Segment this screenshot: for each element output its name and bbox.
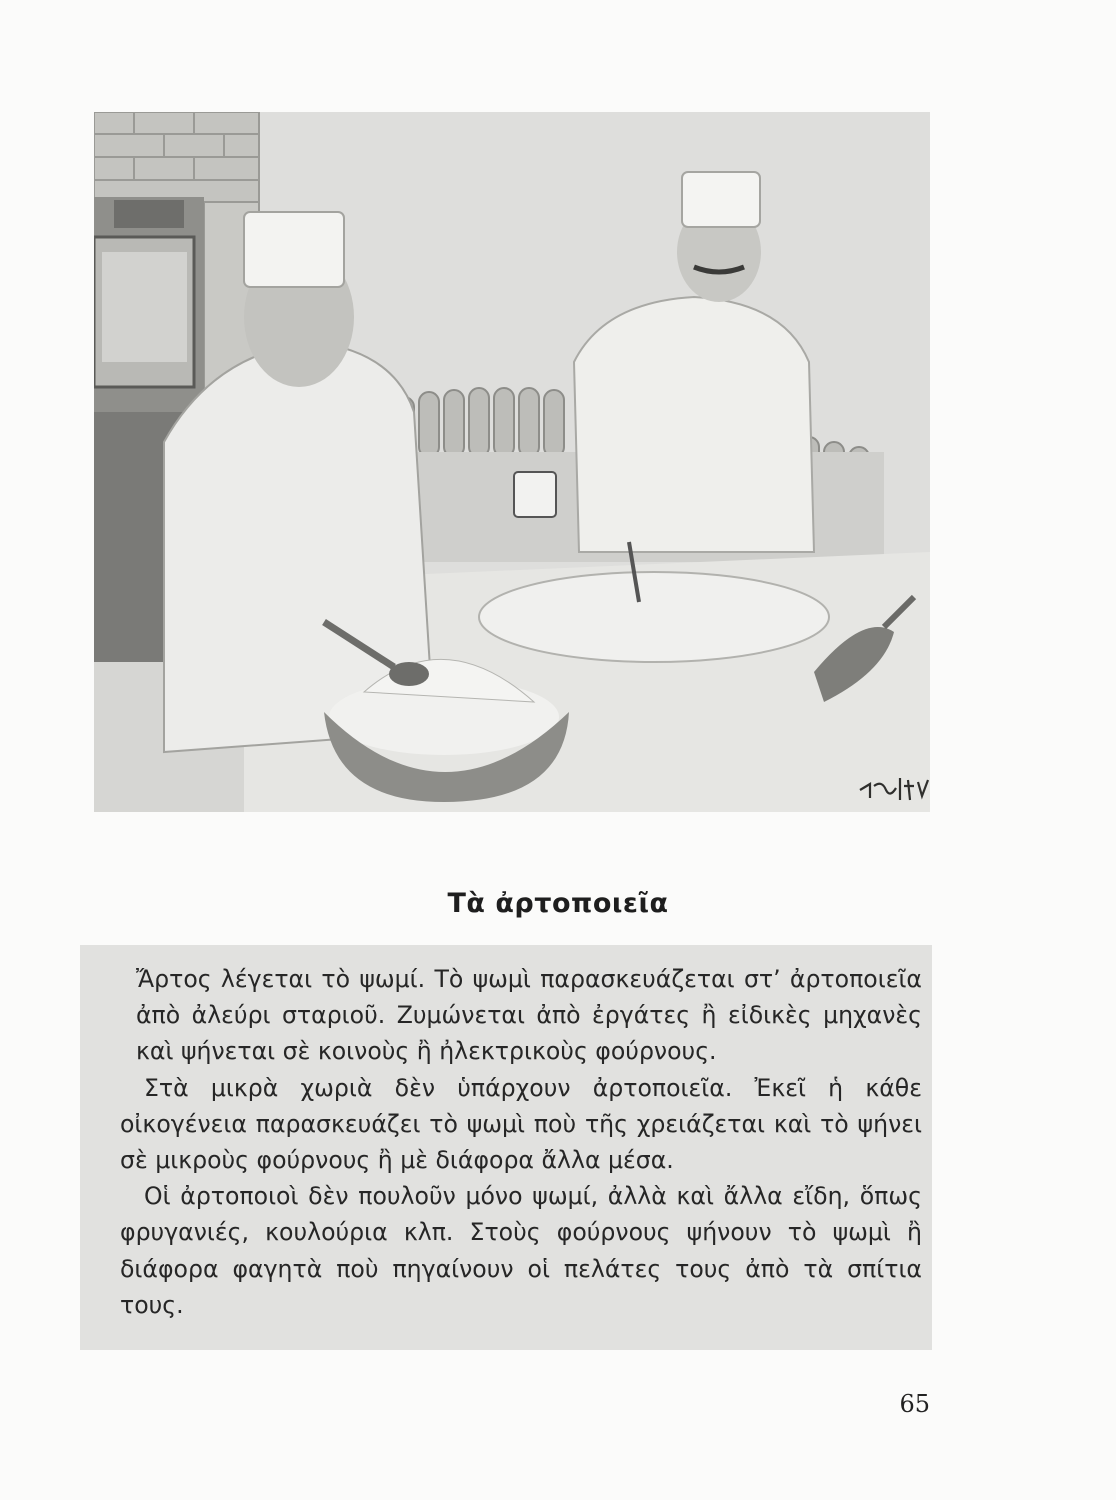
- page-number: 65: [899, 1390, 930, 1418]
- page-title: Τὰ ἀρτοποιεῖα: [447, 888, 669, 919]
- artist-signature: [856, 772, 936, 806]
- text-panel: [80, 945, 932, 1350]
- paragraph: [80, 1070, 932, 1179]
- paragraph: [80, 1178, 932, 1323]
- paragraph-text: Στὰ μικρὰ χωριὰ δὲν ὑπάρχουν ἀρτοποιεῖα. Ἐκεῖ ἡ κάθε οἰκογένεια παρασκευάζει τὸ ψωμὶ ποὺ τῆς χρειάζεται καὶ τὸ ψήνει σὲ μικροὺς φούρνους ἢ μὲ διάφορα ἄλλα μέσα.: [120, 1073, 922, 1175]
- bakery-illustration: [94, 112, 930, 812]
- paragraph: Ἄρτος λέγεται τὸ ψωμί. Τὸ ψωμὶ παρασκευάζεται στ’ ἀρτοποιεῖα ἀπὸ ἀλεύρι σταριοῦ. Ζυμώνεται ἀπὸ ἐργάτες ἢ εἰδικὲς μηχανὲς καὶ ψήνεται σὲ κοινοὺς ἢ ἠλεκτρικοὺς φούρνους.: [136, 965, 922, 1066]
- paragraph-text: Οἱ ἀρτοποιοὶ δὲν πουλοῦν μόνο ψωμί, ἀλλὰ καὶ ἄλλα εἴδη, ὅπως φρυγανιές, κουλούρια κλπ. Στοὺς φούρνους ψήνουν τὸ ψωμὶ ἢ διάφορα φαγητὰ ποὺ πηγαίνουν οἱ πελάτες τους ἀπὸ τὰ σπίτια τους.: [120, 1182, 922, 1319]
